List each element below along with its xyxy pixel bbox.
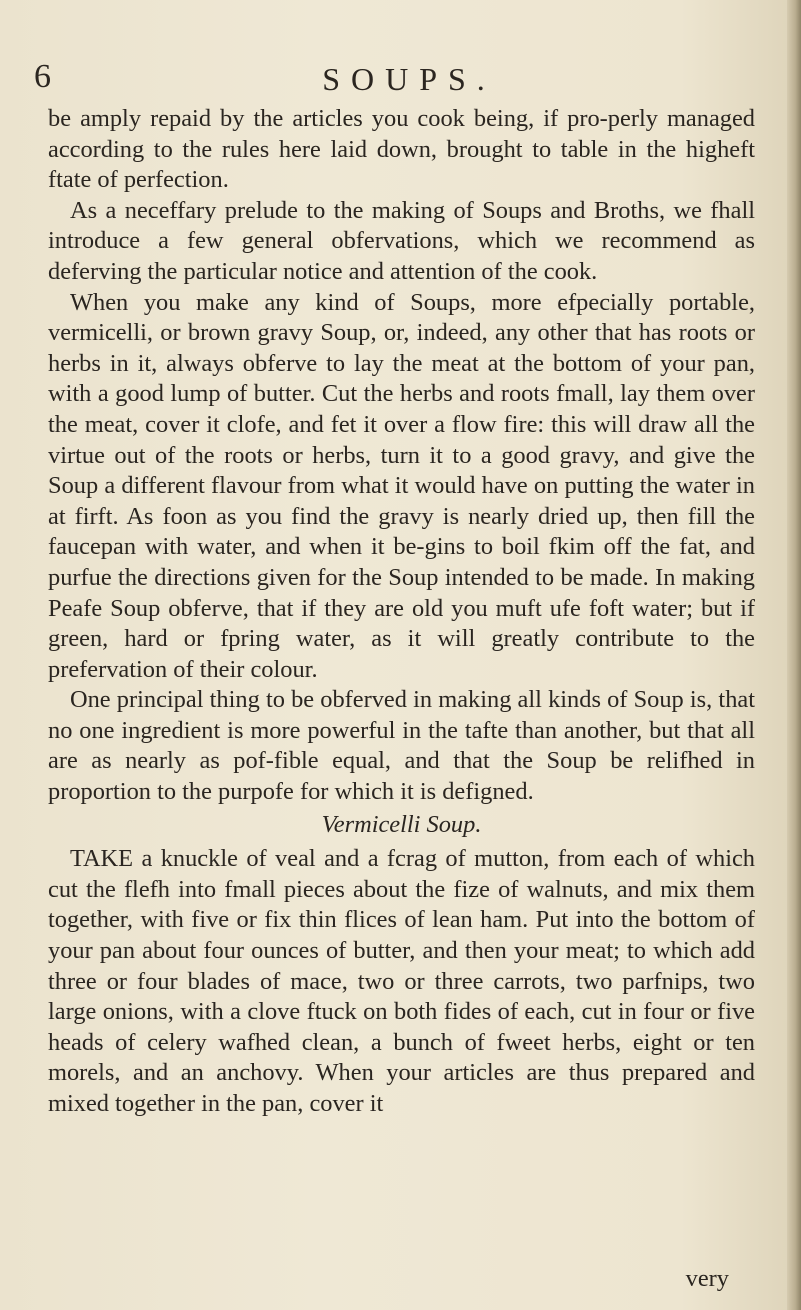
paragraph-continued: be amply repaid by the articles you cook being, if pro-perly managed according to the rules here laid down, brought to table in the higheft ftate of perfection. — [48, 105, 755, 194]
page-header — [34, 58, 774, 98]
paragraph-prelude: As a neceffary prelude to the making of Soups and Broths, we fhall introduce a few general obfervations, which we recommend as deferving the particular notice and attention of the cook. — [48, 196, 755, 285]
catchword: very — [685, 1265, 729, 1292]
paragraph-principle: One principal thing to be obferved in making all kinds of Soup is, that no one ingredient is more powerful in the tafte than another, but that all are as nearly as pof-fible equal, and that the Soup be relifhed in proportion to the purpofe for which it is defigned. — [48, 686, 755, 806]
recipe-title: Vermicelli Soup. — [321, 810, 482, 838]
page-number: 6 — [34, 58, 51, 95]
page-edge-shadow — [787, 0, 801, 1310]
body-text — [48, 104, 755, 1120]
paragraph-method: When you make any kind of Soups, more efpecially portable, vermicelli, or brown gravy Soup, or, indeed, any other that has roots or herbs in it, always obferve to lay the meat at the bottom of your pan, with a good lump of butter. Cut the herbs and roots fmall, lay them over the meat, cover it clofe, and fet it over a flow fire: this will draw all the virtue out of the roots or herbs, turn it to a good gravy, and give the Soup a different flavour from what it would have on putting the water in at firft. As foon as you find the gravy is nearly dried up, then fill the faucepan with water, and when it be-gins to boil fkim off the fat, and purfue the directions given for the Soup intended to be made. In making Peafe Soup obferve, that if they are old you muft ufe foft water; but if green, hard or fpring water, as it will greatly contribute to the prefervation of their colour. — [48, 288, 755, 683]
recipe-text: TAKE a knuckle of veal and a fcrag of mutton, from each of which cut the flefh into fmall pieces about the fize of walnuts, and mix them together, with five or fix thin flices of lean ham. Put into the bottom of your pan about four ounces of butter, and then your meat; to which add three or four blades of mace, two or three carrots, two parfnips, two large onions, with a clove ftuck on both fides of each, cut in four or five heads of celery wafhed clean, a bunch of fweet herbs, eight or ten morels, and an anchovy. When your articles are thus prepared and mixed together in the pan, cover it — [48, 845, 755, 1117]
running-head: SOUPS. — [322, 61, 496, 97]
